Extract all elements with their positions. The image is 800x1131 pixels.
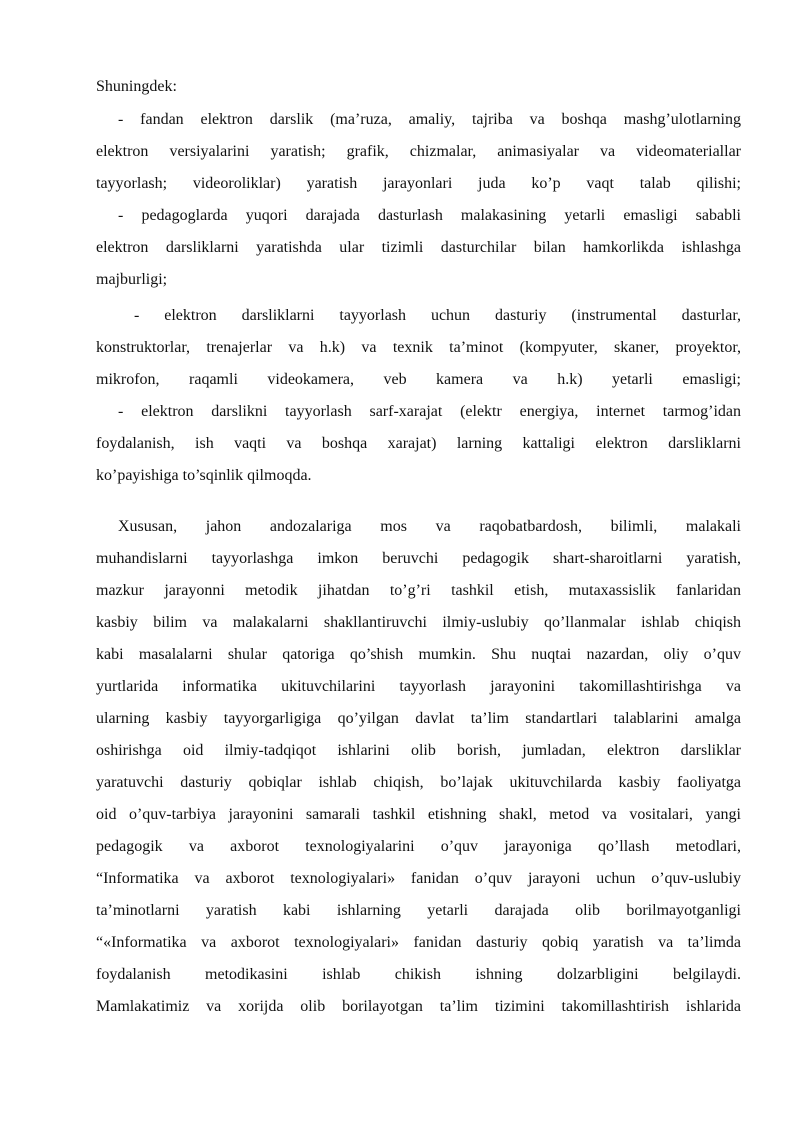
- heading-line: Shuningdek:: [96, 78, 177, 95]
- paragraph-line: oshirishga oid ilmiy-tadqiqot ishlarini olib borish, jumladan, elektron darsliklar: [96, 742, 741, 759]
- paragraph-line: Xususan, jahon andozalariga mos va raqobatbardosh, bilimli, malakali: [118, 518, 741, 535]
- paragraph-line: ularning kasbiy tayyorgarligiga qo’yilgan davlat ta’lim standartlari talablarini amalga: [96, 710, 741, 727]
- paragraph-line: yaratuvchi dasturiy qobiqlar ishlab chiqish, bo’lajak ukituvchilarda kasbiy faoliyatga: [96, 774, 741, 791]
- list-item-line: mikrofon, raqamli videokamera, veb kamera va h.k) yetarli emasligi;: [96, 371, 741, 388]
- paragraph-line: oid o’quv-tarbiya jarayonini samarali tashkil etishning shakl, metod va vositalari, yangi: [96, 806, 741, 823]
- list-item-line: - pedagoglarda yuqori darajada dasturlash malakasining yetarli emasligi sababli: [118, 207, 741, 224]
- list-item-line: - elektron darslikni tayyorlash sarf-xarajat (elektr energiya, internet tarmog’idan: [118, 403, 741, 420]
- list-item-line: ko’payishiga to’sqinlik qilmoqda.: [96, 467, 312, 484]
- paragraph-line: Mamlakatimiz va xorijda olib borilayotgan ta’lim tizimini takomillashtirish ishlarida: [96, 998, 741, 1015]
- list-item-line: konstruktorlar, trenajerlar va h.k) va texnik ta’minot (kompyuter, skaner, proyektor,: [96, 339, 741, 356]
- paragraph-line: pedagogik va axborot texnologiyalarini o’quv jarayoniga qo’llash metodlari,: [96, 838, 741, 855]
- paragraph-line: muhandislarni tayyorlashga imkon beruvchi pedagogik shart-sharoitlarni yaratish,: [96, 550, 741, 567]
- list-item-line: - elektron darsliklarni tayyorlash uchun dasturiy (instrumental dasturlar,: [134, 307, 741, 324]
- paragraph-line: kabi masalalarni shular qatoriga qo’shish mumkin. Shu nuqtai nazardan, oliy o’quv: [96, 646, 741, 663]
- list-item-line: foydalanish, ish vaqti va boshqa xarajat) larning kattaligi elektron darsliklarni: [96, 435, 741, 452]
- paragraph-line: “Informatika va axborot texnologiyalari» fanidan o’quv jarayoni uchun o’quv-uslubiy: [96, 870, 741, 887]
- paragraph-line: yurtlarida informatika ukituvchilarini tayyorlash jarayonini takomillashtirishga va: [96, 678, 741, 695]
- list-item-line: - fandan elektron darslik (ma’ruza, amaliy, tajriba va boshqa mashg’ulotlarning: [118, 111, 741, 128]
- paragraph-line: ta’minotlarni yaratish kabi ishlarning yetarli darajada olib borilmayotganligi: [96, 902, 741, 919]
- list-item-line: majburligi;: [96, 271, 168, 288]
- paragraph-line: foydalanish metodikasini ishlab chikish ishning dolzarbligini belgilaydi.: [96, 966, 741, 983]
- list-item-line: tayyorlash; videoroliklar) yaratish jarayonlari juda ko’p vaqt talab qilishi;: [96, 175, 741, 192]
- list-item-line: elektron versiyalarini yaratish; grafik, chizmalar, animasiyalar va videomateriallar: [96, 143, 741, 160]
- paragraph-line: “«Informatika va axborot texnologiyalari» fanidan dasturiy qobiq yaratish va ta’limda: [96, 934, 741, 951]
- paragraph-line: mazkur jarayonni metodik jihatdan to’g’ri tashkil etish, mutaxassislik fanlaridan: [96, 582, 741, 599]
- list-item-line: elektron darsliklarni yaratishda ular tizimli dasturchilar bilan hamkorlikda ishlashga: [96, 239, 741, 256]
- paragraph-line: kasbiy bilim va malakalarni shakllantiruvchi ilmiy-uslubiy qo’llanmalar ishlab chiqish: [96, 614, 741, 631]
